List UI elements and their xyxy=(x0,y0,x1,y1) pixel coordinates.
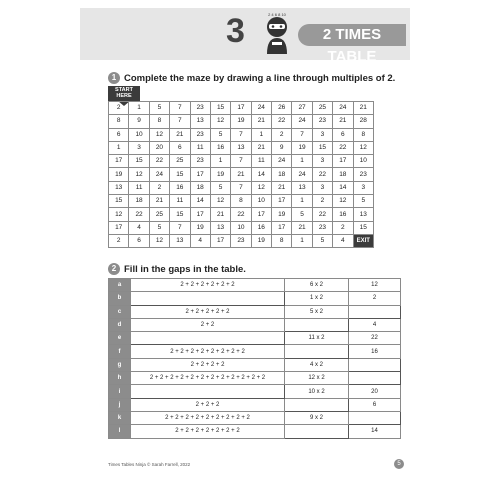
maze-cell[interactable]: 13 xyxy=(170,234,190,247)
maze-cell[interactable]: 20 xyxy=(149,141,169,154)
multiplication-cell[interactable] xyxy=(285,398,349,411)
table-row xyxy=(109,279,401,292)
addition-cell[interactable] xyxy=(131,292,285,305)
multiplication-cell[interactable] xyxy=(285,318,349,331)
answer-cell: 14 xyxy=(349,425,401,438)
row-letter: b xyxy=(109,292,131,305)
maze-cell[interactable]: 1 xyxy=(292,155,312,168)
maze-cell[interactable]: 3 xyxy=(353,181,374,194)
maze-cell[interactable]: 9 xyxy=(129,115,149,128)
table-row xyxy=(109,318,401,331)
maze-cell[interactable]: 19 xyxy=(210,168,230,181)
maze-cell[interactable]: 23 xyxy=(190,155,210,168)
maze-cell[interactable]: 21 xyxy=(292,221,312,234)
maze-cell[interactable]: 2 xyxy=(109,102,129,115)
maze-cell[interactable]: 15 xyxy=(312,141,332,154)
row-letter: l xyxy=(109,425,131,438)
row-letter: j xyxy=(109,398,131,411)
row-letter: a xyxy=(109,279,131,292)
maze-cell[interactable]: 21 xyxy=(353,102,374,115)
maze-cell[interactable]: 5 xyxy=(292,208,312,221)
maze-cell[interactable]: 19 xyxy=(251,234,271,247)
maze-cell[interactable]: 21 xyxy=(251,141,271,154)
section-2-heading xyxy=(108,263,246,275)
addition-cell: 2 + 2 + 2 + 2 + 2 xyxy=(131,305,285,318)
maze-row xyxy=(109,102,374,115)
maze-grid xyxy=(108,101,374,248)
maze-cell[interactable]: 17 xyxy=(251,208,271,221)
maze-cell[interactable]: 21 xyxy=(170,128,190,141)
maze-cell[interactable]: 23 xyxy=(231,234,251,247)
maze-cell[interactable]: 4 xyxy=(129,221,149,234)
maze-cell[interactable]: 10 xyxy=(251,195,271,208)
maze-cell[interactable]: 15 xyxy=(170,208,190,221)
maze-cell[interactable]: 16 xyxy=(333,208,353,221)
maze-cell[interactable]: 5 xyxy=(312,234,332,247)
maze-cell[interactable]: 17 xyxy=(272,195,292,208)
maze-cell[interactable]: 17 xyxy=(210,234,230,247)
maze-cell[interactable]: 4 xyxy=(333,234,353,247)
maze-row xyxy=(109,208,374,221)
maze-cell[interactable]: 2 xyxy=(333,221,353,234)
maze-cell[interactable]: 2 xyxy=(272,128,292,141)
maze-cell[interactable]: 11 xyxy=(170,195,190,208)
page-title: 2 TIMES TABLE xyxy=(298,24,406,46)
addition-cell: 2 + 2 + 2 + 2 + 2 + 2 + 2 xyxy=(131,425,285,438)
maze-cell[interactable]: 13 xyxy=(292,181,312,194)
table-row xyxy=(109,411,401,424)
maze-cell[interactable]: 24 xyxy=(333,102,353,115)
multiplication-cell[interactable] xyxy=(285,425,349,438)
multiplication-cell: 9 x 2 xyxy=(285,411,349,424)
maze-cell[interactable]: 14 xyxy=(251,168,271,181)
maze-cell[interactable]: 28 xyxy=(353,115,374,128)
maze-cell[interactable]: 25 xyxy=(312,102,332,115)
maze-cell[interactable]: 5 xyxy=(353,195,374,208)
maze-cell[interactable]: 17 xyxy=(231,102,251,115)
maze-cell[interactable]: 22 xyxy=(333,141,353,154)
table-row xyxy=(109,398,401,411)
table-row xyxy=(109,385,401,398)
maze-cell[interactable]: 27 xyxy=(292,102,312,115)
ninja-mascot-icon xyxy=(258,12,296,56)
maze-cell[interactable]: 18 xyxy=(272,168,292,181)
maze-cell[interactable]: 19 xyxy=(292,141,312,154)
maze-cell[interactable]: 17 xyxy=(272,221,292,234)
maze-cell[interactable]: 12 xyxy=(210,195,230,208)
table-row xyxy=(109,292,401,305)
maze-cell[interactable]: 2 xyxy=(312,195,332,208)
maze-cell[interactable]: 12 xyxy=(251,181,271,194)
maze-cell[interactable]: 9 xyxy=(272,141,292,154)
maze-cell[interactable]: 19 xyxy=(190,221,210,234)
maze-cell[interactable]: 1 xyxy=(210,155,230,168)
addition-cell: 2 + 2 + 2 + 2 xyxy=(131,358,285,371)
addition-cell: 2 + 2 xyxy=(131,318,285,331)
maze-cell[interactable]: 25 xyxy=(149,208,169,221)
row-letter: i xyxy=(109,385,131,398)
table-row xyxy=(109,425,401,438)
answer-cell: 6 xyxy=(349,398,401,411)
maze-cell[interactable]: 23 xyxy=(312,115,332,128)
maze-cell[interactable]: 2 xyxy=(149,181,169,194)
section-1-heading xyxy=(108,72,395,84)
maze-cell[interactable]: 8 xyxy=(231,195,251,208)
maze-cell[interactable]: 17 xyxy=(109,221,129,234)
maze-row xyxy=(109,181,374,194)
maze-cell[interactable]: 13 xyxy=(353,208,374,221)
section-2-instruction: Fill in the gaps in the table. xyxy=(124,263,246,275)
addition-cell: 2 + 2 + 2 + 2 + 2 + 2 + 2 + 2 + 2 + 2 + 2 + 2 xyxy=(131,372,285,385)
table-row xyxy=(109,305,401,318)
maze-cell[interactable]: 24 xyxy=(251,102,271,115)
maze-row xyxy=(109,221,374,234)
section-1-instruction: Complete the maze by drawing a line through multiples of 2. xyxy=(124,72,396,84)
maze-row xyxy=(109,128,374,141)
table-row xyxy=(109,332,401,345)
maze-cell[interactable]: 22 xyxy=(231,208,251,221)
table-row xyxy=(109,345,401,358)
maze-cell[interactable]: 21 xyxy=(272,181,292,194)
maze-cell[interactable]: 19 xyxy=(272,208,292,221)
maze-cell[interactable]: 1 xyxy=(251,128,271,141)
section-1-number: 1 xyxy=(108,72,120,84)
maze-cell[interactable]: 19 xyxy=(231,115,251,128)
multiplication-cell: 4 x 2 xyxy=(285,358,349,371)
maze-cell[interactable]: 2 xyxy=(109,234,129,247)
maze-cell[interactable]: 15 xyxy=(170,168,190,181)
maze-cell[interactable]: 17 xyxy=(333,155,353,168)
multiplication-cell: 11 x 2 xyxy=(285,332,349,345)
addition-cell: 2 + 2 + 2 xyxy=(131,398,285,411)
chapter-number: 3 xyxy=(226,12,245,50)
maze-cell[interactable]: 18 xyxy=(190,181,210,194)
maze-cell[interactable]: 15 xyxy=(210,102,230,115)
maze-cell[interactable]: 5 xyxy=(210,181,230,194)
footer-copyright: Times Tables Ninja © Sarah Farrell, 2022 xyxy=(108,462,191,467)
maze-cell[interactable]: 10 xyxy=(129,128,149,141)
maze-cell[interactable]: 1 xyxy=(292,234,312,247)
maze-cell[interactable]: 17 xyxy=(190,168,210,181)
maze-exit-cell[interactable]: EXIT xyxy=(353,234,374,247)
maze-cell[interactable]: 11 xyxy=(129,181,149,194)
maze-cell[interactable]: 12 xyxy=(129,168,149,181)
maze-cell[interactable]: 14 xyxy=(190,195,210,208)
maze-cell[interactable]: 1 xyxy=(109,141,129,154)
maze-cell[interactable]: 5 xyxy=(149,102,169,115)
maze-cell[interactable]: 15 xyxy=(353,221,374,234)
maze-cell[interactable]: 21 xyxy=(231,168,251,181)
multiplication-cell: 1 x 2 xyxy=(285,292,349,305)
answer-cell[interactable] xyxy=(349,372,401,385)
multiplication-cell[interactable] xyxy=(285,345,349,358)
maze-cell[interactable]: 3 xyxy=(312,181,332,194)
maze-cell[interactable]: 24 xyxy=(292,168,312,181)
maze-cell[interactable]: 8 xyxy=(353,128,374,141)
maze-cell[interactable]: 23 xyxy=(190,128,210,141)
maze-cell[interactable]: 17 xyxy=(190,208,210,221)
maze-cell[interactable]: 14 xyxy=(333,181,353,194)
row-letter: f xyxy=(109,345,131,358)
maze-cell[interactable]: 23 xyxy=(353,168,374,181)
maze-cell[interactable]: 3 xyxy=(312,128,332,141)
answer-cell[interactable] xyxy=(349,411,401,424)
maze-cell[interactable]: 12 xyxy=(333,195,353,208)
maze-cell[interactable]: 24 xyxy=(292,115,312,128)
maze-cell[interactable]: 23 xyxy=(312,221,332,234)
row-letter: g xyxy=(109,358,131,371)
maze-cell[interactable]: 16 xyxy=(170,181,190,194)
maze-cell[interactable]: 6 xyxy=(333,128,353,141)
fill-gaps-table xyxy=(108,278,401,439)
page-number: 5 xyxy=(394,459,404,469)
maze-cell[interactable]: 7 xyxy=(231,128,251,141)
maze-cell[interactable]: 18 xyxy=(129,195,149,208)
multiplication-cell: 5 x 2 xyxy=(285,305,349,318)
maze-cell[interactable]: 17 xyxy=(109,155,129,168)
maze-cell[interactable]: 6 xyxy=(109,128,129,141)
maze-row xyxy=(109,115,374,128)
maze-row xyxy=(109,155,374,168)
addition-cell: 2 + 2 + 2 + 2 + 2 + 2 xyxy=(131,279,285,292)
maze-cell[interactable]: 21 xyxy=(333,115,353,128)
row-letter: d xyxy=(109,318,131,331)
addition-cell[interactable] xyxy=(131,332,285,345)
maze-cell[interactable]: 7 xyxy=(231,181,251,194)
maze-cell[interactable]: 1 xyxy=(292,195,312,208)
maze-row xyxy=(109,141,374,154)
start-here-tag: START HERE xyxy=(108,86,140,101)
section-2-number: 2 xyxy=(108,263,120,275)
maze-cell[interactable]: 11 xyxy=(251,155,271,168)
maze-cell[interactable]: 6 xyxy=(170,141,190,154)
maze-cell[interactable]: 7 xyxy=(170,102,190,115)
row-letter: k xyxy=(109,411,131,424)
maze-row xyxy=(109,234,374,247)
addition-cell: 2 + 2 + 2 + 2 + 2 + 2 + 2 + 2 xyxy=(131,345,285,358)
maze-cell[interactable]: 13 xyxy=(210,221,230,234)
maze-cell[interactable]: 22 xyxy=(272,115,292,128)
maze-cell[interactable]: 12 xyxy=(210,115,230,128)
maze-cell[interactable]: 10 xyxy=(353,155,374,168)
addition-cell[interactable] xyxy=(131,385,285,398)
maze-row xyxy=(109,168,374,181)
maze-cell[interactable]: 13 xyxy=(190,115,210,128)
answer-cell: 20 xyxy=(349,385,401,398)
answer-cell: 12 xyxy=(349,279,401,292)
answer-cell[interactable] xyxy=(349,305,401,318)
table-row xyxy=(109,372,401,385)
maze-cell[interactable]: 23 xyxy=(190,102,210,115)
table-row xyxy=(109,358,401,371)
maze-cell[interactable]: 12 xyxy=(149,128,169,141)
answer-cell: 2 xyxy=(349,292,401,305)
maze-cell[interactable]: 12 xyxy=(353,141,374,154)
maze-cell[interactable]: 22 xyxy=(312,208,332,221)
multiplication-cell: 10 x 2 xyxy=(285,385,349,398)
maze-cell[interactable]: 19 xyxy=(109,168,129,181)
maze-cell[interactable]: 5 xyxy=(149,221,169,234)
maze-cell[interactable]: 3 xyxy=(312,155,332,168)
maze-cell[interactable]: 8 xyxy=(149,115,169,128)
maze-cell[interactable]: 25 xyxy=(170,155,190,168)
maze-cell[interactable]: 21 xyxy=(210,208,230,221)
addition-cell: 2 + 2 + 2 + 2 + 2 + 2 + 2 + 2 + 2 xyxy=(131,411,285,424)
maze-cell[interactable]: 21 xyxy=(149,195,169,208)
maze-cell[interactable]: 24 xyxy=(149,168,169,181)
answer-cell: 4 xyxy=(349,318,401,331)
answer-cell: 22 xyxy=(349,332,401,345)
maze-cell[interactable]: 6 xyxy=(129,234,149,247)
maze-cell[interactable]: 12 xyxy=(109,208,129,221)
maze-cell[interactable]: 15 xyxy=(129,155,149,168)
maze-cell[interactable]: 3 xyxy=(129,141,149,154)
maze-cell[interactable]: 7 xyxy=(170,115,190,128)
maze-cell[interactable]: 1 xyxy=(129,102,149,115)
mascot-text: 2 4 6 8 10 xyxy=(268,12,286,17)
row-letter: h xyxy=(109,372,131,385)
maze-cell[interactable]: 15 xyxy=(109,195,129,208)
maze-cell[interactable]: 8 xyxy=(272,234,292,247)
maze-cell[interactable]: 21 xyxy=(251,115,271,128)
maze-cell[interactable]: 16 xyxy=(210,141,230,154)
maze-cell[interactable]: 26 xyxy=(272,102,292,115)
maze-row xyxy=(109,195,374,208)
maze-cell[interactable]: 10 xyxy=(231,221,251,234)
multiplication-cell: 12 x 2 xyxy=(285,372,349,385)
maze-cell[interactable]: 13 xyxy=(231,141,251,154)
maze-cell[interactable]: 16 xyxy=(251,221,271,234)
maze-cell[interactable]: 22 xyxy=(149,155,169,168)
maze-cell[interactable]: 7 xyxy=(231,155,251,168)
maze-cell[interactable]: 12 xyxy=(149,234,169,247)
maze-cell[interactable]: 8 xyxy=(109,115,129,128)
maze-cell[interactable]: 7 xyxy=(170,221,190,234)
row-letter: c xyxy=(109,305,131,318)
maze-cell[interactable]: 22 xyxy=(312,168,332,181)
maze-cell[interactable]: 18 xyxy=(333,168,353,181)
maze-cell[interactable]: 7 xyxy=(292,128,312,141)
answer-cell: 16 xyxy=(349,345,401,358)
maze-cell[interactable]: 11 xyxy=(190,141,210,154)
answer-cell[interactable] xyxy=(349,358,401,371)
maze-cell[interactable]: 13 xyxy=(109,181,129,194)
maze-cell[interactable]: 22 xyxy=(129,208,149,221)
maze-cell[interactable]: 4 xyxy=(190,234,210,247)
maze-cell[interactable]: 24 xyxy=(272,155,292,168)
row-letter: e xyxy=(109,332,131,345)
maze-cell[interactable]: 5 xyxy=(210,128,230,141)
multiplication-cell: 6 x 2 xyxy=(285,279,349,292)
